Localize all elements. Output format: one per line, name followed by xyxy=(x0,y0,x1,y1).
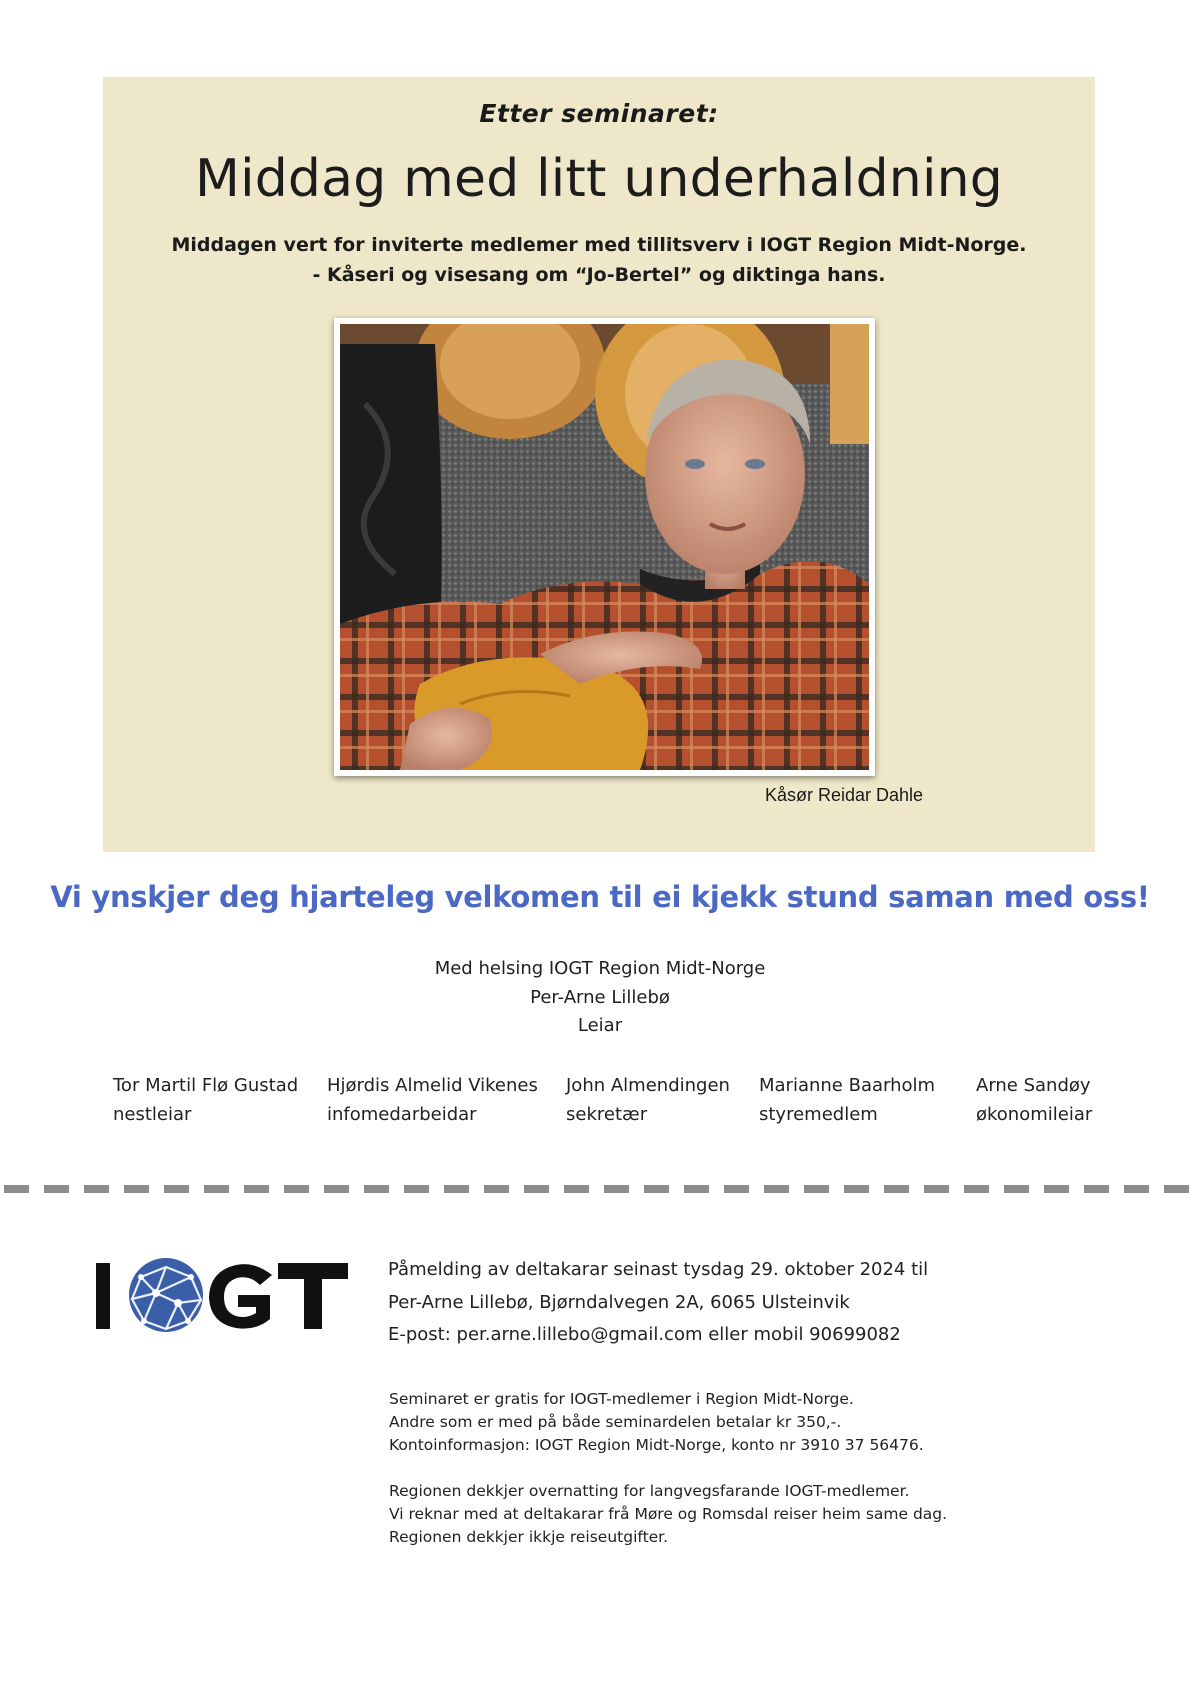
info-line: Vi reknar med at deltakarar frå Møre og Romsdal reiser heim same dag. xyxy=(389,1505,948,1523)
greeting-title: Leiar xyxy=(577,1015,623,1036)
board-member xyxy=(566,1071,730,1129)
cut-line-divider xyxy=(0,1185,1200,1193)
info-notes xyxy=(389,1388,947,1549)
photo-caption: Kåsør Reidar Dahle xyxy=(764,785,923,805)
registration-details xyxy=(388,1254,928,1352)
iogt-logo xyxy=(96,1255,348,1335)
member-name: Hjørdis Almelid Vikenes xyxy=(327,1075,538,1096)
intro-text xyxy=(103,230,1095,290)
greeting-block xyxy=(0,955,1200,1041)
board-member xyxy=(113,1071,298,1129)
info-line: Kontoinformasjon: IOGT Region Midt-Norge, konto nr 3910 37 56476. xyxy=(389,1436,924,1454)
member-name: Arne Sandøy xyxy=(976,1075,1091,1096)
kicker-heading: Etter seminaret: xyxy=(479,99,719,128)
member-role: sekretær xyxy=(566,1104,648,1125)
registration-contact: E-post: per.arne.lillebo@gmail.com eller mobil 90699082 xyxy=(388,1324,901,1345)
board-member xyxy=(976,1071,1092,1129)
speaker-photo-illustration xyxy=(340,324,869,770)
page-title: Middag med litt underhaldning xyxy=(195,149,1003,209)
intro-line: Middagen vert for inviterte medlemer med tillitsverv i IOGT Region Midt-Norge. xyxy=(171,234,1027,256)
member-role: økonomileiar xyxy=(976,1104,1093,1125)
member-role: nestleiar xyxy=(113,1104,192,1125)
paragraph-spacer xyxy=(389,1457,947,1480)
board-member xyxy=(327,1071,538,1129)
intro-line: - Kåseri og visesang om “Jo-Bertel” og diktinga hans. xyxy=(312,264,886,286)
info-line: Regionen dekkjer ikkje reiseutgifter. xyxy=(389,1528,669,1546)
info-line: Seminaret er gratis for IOGT-medlemer i Region Midt-Norge. xyxy=(389,1390,854,1408)
member-role: styremedlem xyxy=(759,1104,878,1125)
greeting-line: Med helsing IOGT Region Midt-Norge xyxy=(434,958,766,979)
info-line: Andre som er med på både seminardelen betalar kr 350,-. xyxy=(389,1413,842,1431)
board-members xyxy=(0,1071,1200,1131)
registration-deadline: Påmelding av deltakarar seinast tysdag 29. oktober 2024 til xyxy=(388,1259,929,1280)
registration-address: Per-Arne Lillebø, Bjørndalvegen 2A, 6065 Ulsteinvik xyxy=(388,1291,850,1313)
member-name: John Almendingen xyxy=(566,1075,730,1096)
greeting-name: Per-Arne Lillebø xyxy=(530,986,670,1008)
member-name: Tor Martil Flø Gustad xyxy=(113,1075,299,1096)
member-role: infomedarbeidar xyxy=(327,1104,477,1125)
info-line: Regionen dekkjer overnatting for langvegsfarande IOGT-medlemer. xyxy=(389,1482,910,1500)
speaker-photo xyxy=(334,318,875,776)
board-member xyxy=(759,1071,935,1129)
dinner-panel xyxy=(103,77,1095,852)
member-name: Marianne Baarholm xyxy=(759,1075,936,1096)
welcome-heading: Vi ynskjer deg hjarteleg velkomen til ei kjekk stund saman med oss! xyxy=(50,880,1150,914)
